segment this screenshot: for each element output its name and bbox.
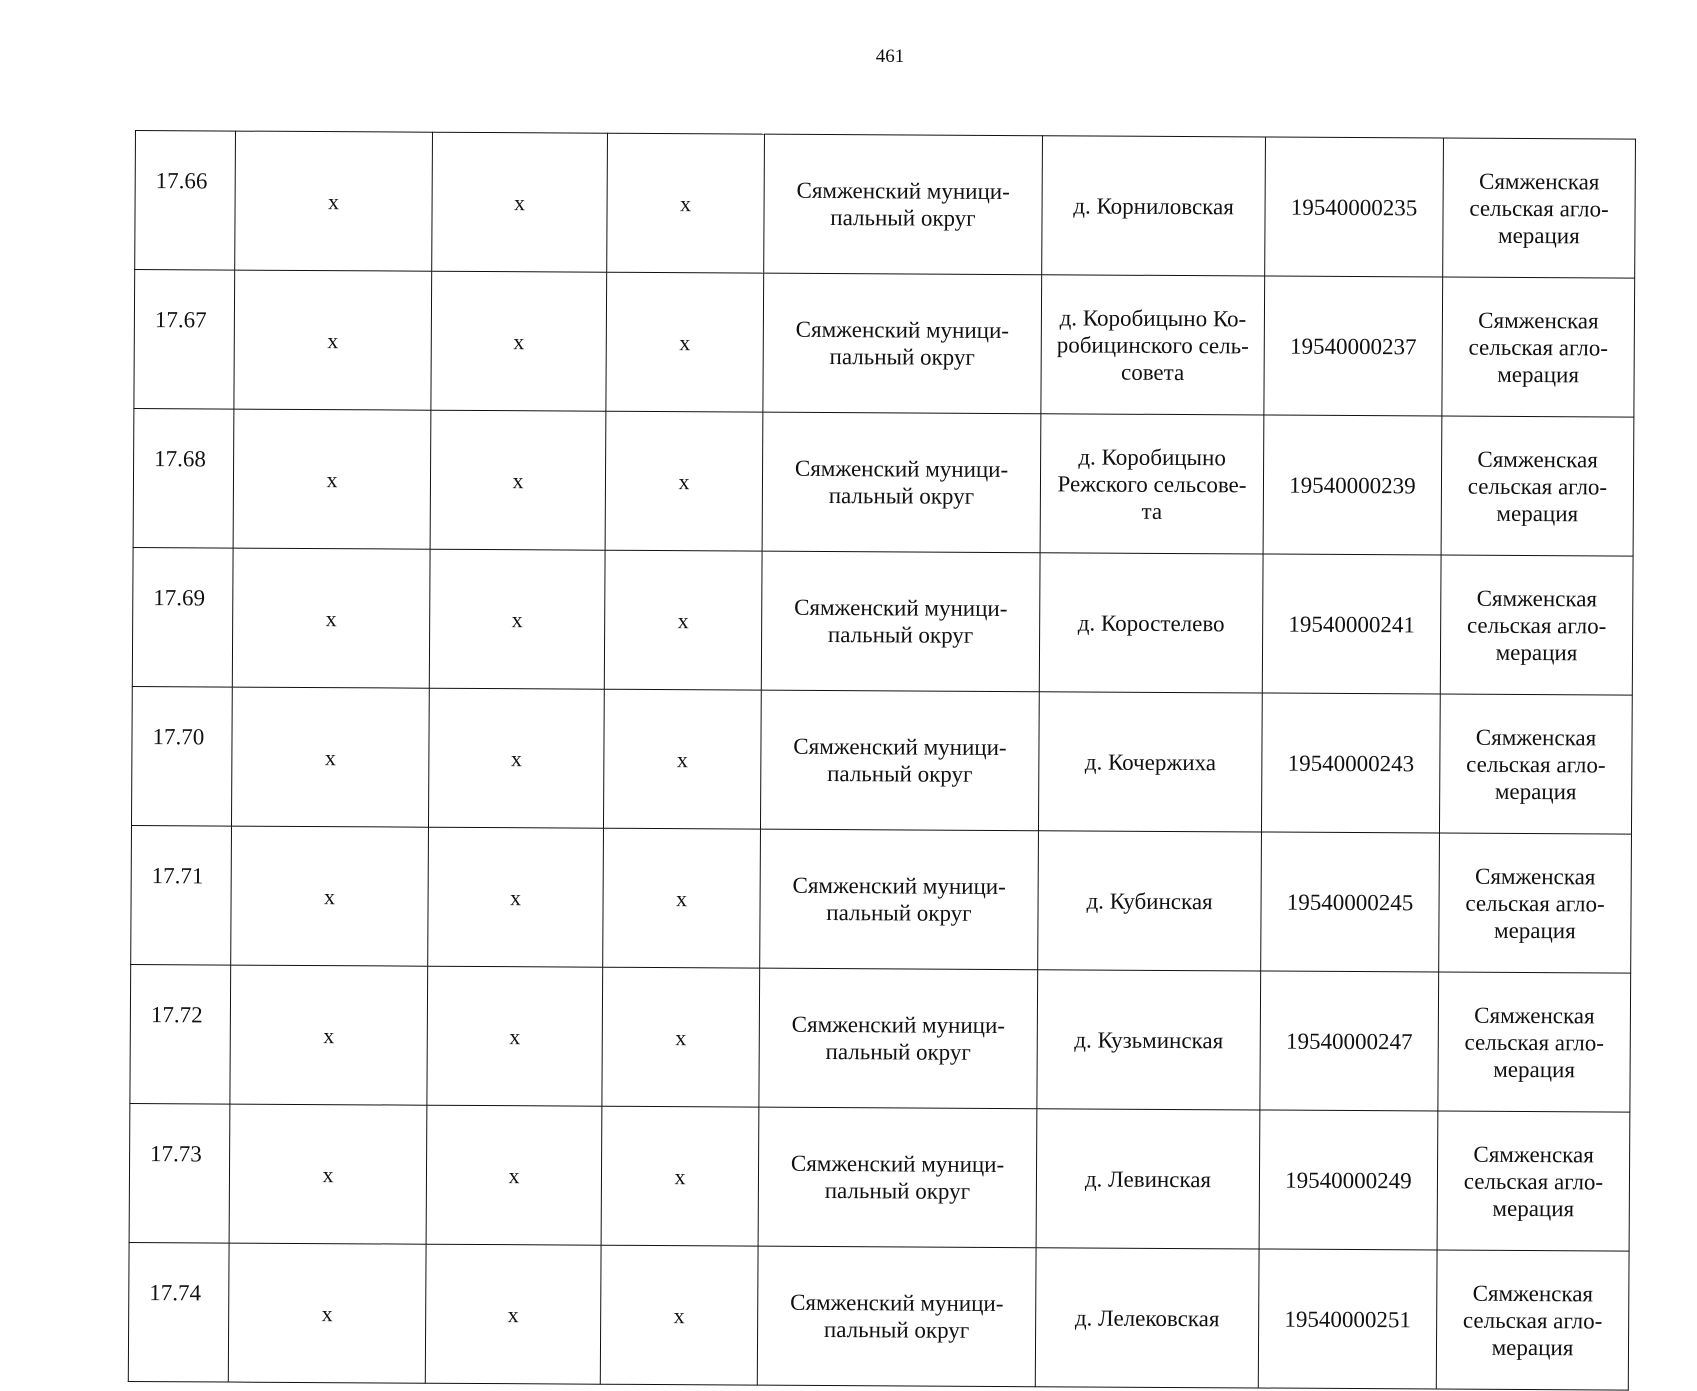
row-number: 17.69 bbox=[132, 547, 233, 687]
district-text: Сямженский муници- пальный округ bbox=[794, 594, 1008, 648]
agglomeration-text: Сямженская сельская агло- мерация bbox=[1466, 585, 1607, 665]
cell-mark: х bbox=[603, 828, 761, 968]
cell-mark: х bbox=[431, 271, 607, 411]
cell-locality bbox=[1038, 831, 1262, 971]
locality-text: д. Коробицыно Ко- робицинского сель- совета bbox=[1056, 304, 1249, 385]
agglomeration-text: Сямженская сельская агло- мерация bbox=[1467, 446, 1608, 526]
district-text: Сямженский муници- пальный округ bbox=[793, 733, 1007, 787]
cell-mark: х bbox=[229, 1104, 427, 1244]
table-row bbox=[134, 270, 1635, 418]
cell-mark: х bbox=[426, 1105, 602, 1245]
cell-mark: х bbox=[607, 133, 765, 273]
cell-mark: х bbox=[232, 548, 430, 688]
row-number: 17.71 bbox=[131, 825, 232, 965]
district-text: Сямженский муници- пальный округ bbox=[794, 455, 1009, 509]
cell-code: 19540000237 bbox=[1264, 276, 1443, 416]
cell-district bbox=[761, 551, 1040, 692]
cell-locality bbox=[1036, 1109, 1260, 1249]
table-row bbox=[132, 547, 1633, 695]
locality-text: д. Кубинская bbox=[1086, 887, 1213, 914]
settlements-table bbox=[128, 130, 1636, 1391]
cell-code: 19540000235 bbox=[1265, 137, 1444, 277]
cell-mark: х bbox=[606, 272, 764, 412]
cell-mark: х bbox=[604, 550, 762, 690]
cell-mark: х bbox=[234, 270, 432, 410]
cell-code: 19540000251 bbox=[1258, 1249, 1437, 1389]
cell-agglomeration bbox=[1439, 833, 1632, 973]
table-row bbox=[135, 131, 1636, 279]
district-text: Сямженский муници- пальный округ bbox=[795, 316, 1010, 370]
district-text: Сямженский муници- пальный округ bbox=[792, 872, 1006, 926]
cell-mark: х bbox=[235, 131, 433, 271]
agglomeration-text: Сямженская сельская агло- мерация bbox=[1469, 168, 1609, 248]
cell-agglomeration bbox=[1442, 277, 1635, 417]
cell-mark: х bbox=[428, 827, 604, 967]
cell-agglomeration bbox=[1439, 694, 1632, 834]
cell-locality bbox=[1035, 1248, 1259, 1388]
cell-district bbox=[760, 829, 1039, 970]
cell-mark: х bbox=[230, 965, 428, 1105]
cell-mark: х bbox=[228, 1243, 426, 1383]
cell-code: 19540000247 bbox=[1260, 971, 1439, 1111]
cell-agglomeration bbox=[1443, 138, 1636, 278]
cell-code: 19540000241 bbox=[1262, 554, 1441, 694]
cell-mark: х bbox=[430, 410, 606, 550]
locality-text: д. Коростелево bbox=[1077, 609, 1225, 636]
table-row bbox=[128, 1242, 1629, 1390]
row-number: 17.67 bbox=[134, 270, 235, 410]
agglomeration-text: Сямженская сельская агло- мерация bbox=[1462, 1280, 1603, 1360]
document-sheet bbox=[128, 130, 1635, 1391]
district-text: Сямженский муници- пальный округ bbox=[791, 1011, 1006, 1065]
cell-agglomeration bbox=[1437, 1111, 1630, 1251]
agglomeration-text: Сямженская сельская агло- мерация bbox=[1465, 863, 1605, 943]
agglomeration-text: Сямженская сельская агло- мерация bbox=[1468, 307, 1609, 387]
cell-mark: х bbox=[601, 1106, 759, 1246]
cell-locality bbox=[1040, 414, 1264, 554]
cell-mark: х bbox=[425, 1244, 601, 1384]
cell-district bbox=[760, 690, 1039, 831]
table-row bbox=[131, 825, 1632, 973]
cell-mark: х bbox=[428, 688, 604, 828]
agglomeration-text: Сямженская сельская агло- мерация bbox=[1466, 724, 1606, 804]
row-number: 17.66 bbox=[135, 131, 236, 271]
table-body bbox=[128, 131, 1635, 1391]
table-row bbox=[131, 686, 1632, 834]
row-number: 17.72 bbox=[130, 964, 231, 1104]
row-number: 17.74 bbox=[128, 1242, 229, 1382]
locality-text: д. Кочержиха bbox=[1084, 748, 1217, 775]
cell-mark: х bbox=[603, 689, 761, 829]
agglomeration-text: Сямженская сельская агло- мерация bbox=[1464, 1002, 1605, 1082]
row-number: 17.68 bbox=[133, 408, 234, 548]
district-text: Сямженский муници- пальный округ bbox=[790, 1150, 1005, 1204]
cell-code: 19540000243 bbox=[1261, 693, 1440, 833]
cell-mark: х bbox=[429, 549, 605, 689]
cell-district bbox=[763, 273, 1042, 414]
cell-locality bbox=[1041, 275, 1265, 415]
cell-mark: х bbox=[231, 826, 429, 966]
row-number: 17.73 bbox=[129, 1103, 230, 1243]
locality-text: д. Кузьминская bbox=[1074, 1026, 1224, 1053]
cell-code: 19540000249 bbox=[1259, 1110, 1438, 1250]
row-number: 17.70 bbox=[131, 686, 232, 826]
cell-mark: х bbox=[231, 687, 429, 827]
page-number: 461 bbox=[875, 46, 905, 67]
cell-code: 19540000245 bbox=[1261, 832, 1440, 972]
district-text: Сямженский муници- пальный округ bbox=[796, 177, 1010, 231]
cell-locality bbox=[1042, 136, 1266, 276]
cell-district bbox=[757, 1246, 1036, 1387]
cell-agglomeration bbox=[1440, 555, 1633, 695]
cell-locality bbox=[1038, 692, 1262, 832]
cell-agglomeration bbox=[1436, 1250, 1629, 1390]
cell-district bbox=[758, 1107, 1037, 1248]
table-row bbox=[133, 408, 1634, 556]
cell-code: 19540000239 bbox=[1263, 415, 1442, 555]
locality-text: д. Корниловская bbox=[1073, 192, 1234, 219]
cell-mark: х bbox=[602, 967, 760, 1107]
table-row bbox=[130, 964, 1631, 1112]
locality-text: д. Лелековская bbox=[1074, 1304, 1220, 1331]
cell-mark: х bbox=[605, 411, 763, 551]
cell-mark: х bbox=[432, 132, 608, 272]
locality-text: д. Коробицыно Режского сельсове- та bbox=[1057, 443, 1247, 524]
cell-district bbox=[759, 968, 1038, 1109]
table-row bbox=[129, 1103, 1630, 1251]
cell-agglomeration bbox=[1441, 416, 1634, 556]
cell-locality bbox=[1037, 970, 1261, 1110]
agglomeration-text: Сямженская сельская агло- мерация bbox=[1463, 1141, 1604, 1221]
cell-agglomeration bbox=[1438, 972, 1631, 1112]
locality-text: д. Левинская bbox=[1084, 1165, 1212, 1192]
cell-mark: х bbox=[600, 1245, 758, 1385]
cell-locality bbox=[1039, 553, 1263, 693]
cell-mark: х bbox=[427, 966, 603, 1106]
cell-mark: х bbox=[233, 409, 431, 549]
district-text: Сямженский муници- пальный округ bbox=[790, 1289, 1004, 1343]
cell-district bbox=[764, 134, 1043, 275]
cell-district bbox=[762, 412, 1041, 553]
